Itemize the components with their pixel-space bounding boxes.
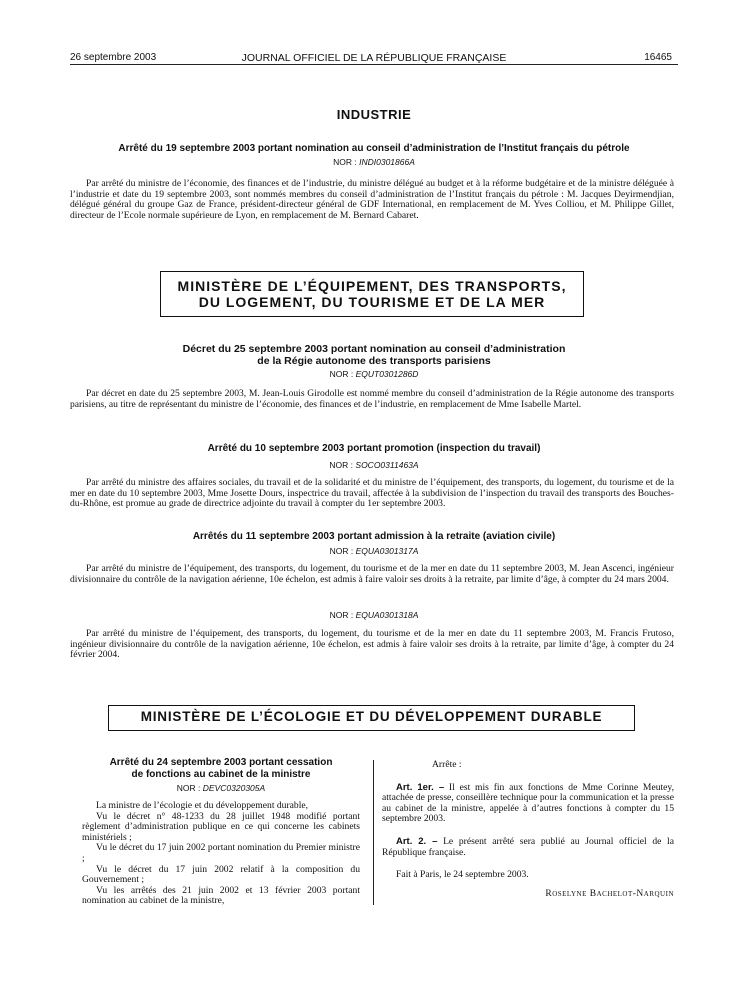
column-divider xyxy=(373,760,374,905)
section-title-industrie: INDUSTRIE xyxy=(336,107,412,122)
section-title-equipement-line2: DU LOGEMENT, DU TOURISME ET DE LA MER xyxy=(198,294,546,310)
nor-ratp xyxy=(70,369,678,379)
section-box-equipement xyxy=(160,271,584,317)
ecologie-right-column xyxy=(382,760,674,899)
article-2-label: Art. 2. – xyxy=(396,835,438,847)
nor-label: NOR : xyxy=(329,460,354,470)
signature: Roselyne Bachelot-Narquin xyxy=(545,888,674,899)
nor-label: NOR : xyxy=(329,546,354,556)
nor-industrie xyxy=(70,157,678,167)
ecologie-left-column xyxy=(82,757,360,907)
nor-code: EQUA0301317A xyxy=(355,546,419,556)
arrete-ecologie-title-line2: de fonctions au cabinet de la ministre xyxy=(131,768,311,780)
header-date: 26 septembre 2003 xyxy=(70,52,157,63)
section-box-ecologie xyxy=(108,705,635,731)
nor-retraite-1 xyxy=(70,546,678,556)
industrie-body: Par arrêté du ministre de l’économie, des finances et de l’industrie, du ministre délégué au budget et à la réforme budgétaire et de la ministre déléguée à l’industrie et date du 19 septembre 2003, sont nommés membres du conseil d’administration de l’Institut français du pétrole : M. Jacques Deyirmendjian, délégué général du groupe Gaz de France, président-directeur général de GDF International, en remplacement de M. Yves Colliou, et M. Philippe Gillet, directeur de l’Ecole normale supérieure de Lyon, en remplacement de M. Bernard Cabaret. xyxy=(70,178,674,221)
article-1-text: Il est mis fin aux fonctions de Mme Corinne Meutey, attachée de presse, conseillère technique pour la communication et la presse au cabinet de la ministre, appelée à d’autres fonctions à compter du 15 septembre 2003. xyxy=(382,781,674,825)
section-title-ecologie: MINISTÈRE DE L’ÉCOLOGIE ET DU DÉVELOPPEMENT DURABLE xyxy=(140,709,603,724)
article-2-text: Le présent arrêté sera publié au Journal officiel de la République française. xyxy=(382,835,674,858)
nor-label: NOR : xyxy=(329,610,354,620)
article-1 xyxy=(382,783,674,825)
fait-a-paris: Fait à Paris, le 24 septembre 2003. xyxy=(396,869,529,881)
decret-ratp-body: Par décret en date du 25 septembre 2003, M. Jean-Louis Girodolle est nommé membre du conseil d’administration de la Régie autonome des transports parisiens, au titre de représentant du ministre de l’économie, des finances et de l’industrie, en remplacement de Mme Isabelle Martel. xyxy=(70,388,674,410)
arrete-industrie-title: Arrêté du 19 septembre 2003 portant nomination au conseil d’administration de l’Institut français du pétrole xyxy=(118,143,630,154)
nor-code: DEVC0320305A xyxy=(202,783,266,793)
decret-ratp-title xyxy=(70,343,678,367)
arrete-promotion-title: Arrêté du 10 septembre 2003 portant promotion (inspection du travail) xyxy=(207,443,541,454)
visa-paragraph: La ministre de l’écologie et du développement durable, xyxy=(96,800,309,811)
visa-paragraph: Vu les arrêtés des 21 juin 2002 et 13 février 2003 portant nomination au cabinet de la ministre, xyxy=(82,884,360,907)
section-title-equipement-line1: MINISTÈRE DE L’ÉQUIPEMENT, DES TRANSPORTS, xyxy=(177,278,567,294)
arrete-ecologie-title-line1: Arrêté du 24 septembre 2003 portant cessation xyxy=(109,757,333,768)
visa-paragraph: Vu le décret du 17 juin 2002 relatif à la composition du Gouvernement ; xyxy=(82,863,360,886)
ecologie-visas xyxy=(82,801,360,907)
article-1-label: Art. 1er. – xyxy=(396,781,445,793)
visa-paragraph: Vu le décret n° 48-1233 du 28 juillet 1948 modifié portant règlement d’administration publique en ce qui concerne les cabinets ministériels ; xyxy=(82,810,360,843)
article-2 xyxy=(382,837,674,858)
nor-label: NOR : xyxy=(176,783,201,793)
decret-ratp-title-line1: Décret du 25 septembre 2003 portant nomination au conseil d’administration xyxy=(182,343,566,355)
arrete-retraite-ascenci-body: Par arrêté du ministre de l’équipement, des transports, du logement, du tourisme et de la mer en date du 11 septembre 2003, M. Jean Ascenci, ingénieur divisionnaire du contrôle de la navigation aérienne, 10e échelon, est admis à faire valoir ses droits à la retraite, par limite d’âge, à compter du 24 mars 2004. xyxy=(70,563,674,585)
nor-ecologie xyxy=(82,783,360,793)
header-journal-title: JOURNAL OFFICIEL DE LA RÉPUBLIQUE FRANÇAISE xyxy=(241,52,507,64)
decret-ratp-title-line2: de la Régie autonome des transports parisiens xyxy=(257,355,491,367)
header-page-number: 16465 xyxy=(644,52,672,63)
arrete-retraite-frutoso-body: Par arrêté du ministre de l’équipement, des transports, du logement, du tourisme et de la mer en date du 11 septembre 2003, M. Francis Frutoso, ingénieur divisionnaire du contrôle de la navigation aérienne, 10e échelon, est admis à faire valoir ses droits à la retraite, par limite d’âge, à compter du 24 février 2004. xyxy=(70,628,674,661)
visa-paragraph: Vu le décret du 17 juin 2002 portant nomination du Premier ministre ; xyxy=(82,842,360,864)
nor-label: NOR : xyxy=(329,369,354,379)
nor-promotion xyxy=(70,460,678,470)
nor-code: EQUT0301286D xyxy=(355,369,419,379)
arrete-label: Arrête : xyxy=(432,759,462,770)
arrete-ecologie-title xyxy=(82,757,360,780)
header-rule xyxy=(70,64,678,65)
nor-code: SOCO0311463A xyxy=(355,460,419,470)
nor-code: INDI0301866A xyxy=(359,157,415,167)
arrete-promotion-body: Par arrêté du ministre des affaires sociales, du travail et de la solidarité et du ministre de l’équipement, des transports, du logement, du tourisme et de la mer en date du 10 septembre 2003, Mme Josette Dours, inspectrice du travail, affectée à la subdivision de l’inspection du travail des transports des Bouches-du-Rhône, est promue au grade de directrice adjointe du travail à compter du 1er septembre 2003. xyxy=(70,477,674,510)
nor-label: NOR : xyxy=(333,157,357,167)
nor-retraite-2 xyxy=(70,610,678,620)
nor-code: EQUA0301318A xyxy=(355,610,419,620)
arretes-retraite-title: Arrêtés du 11 septembre 2003 portant admission à la retraite (aviation civile) xyxy=(192,531,556,542)
